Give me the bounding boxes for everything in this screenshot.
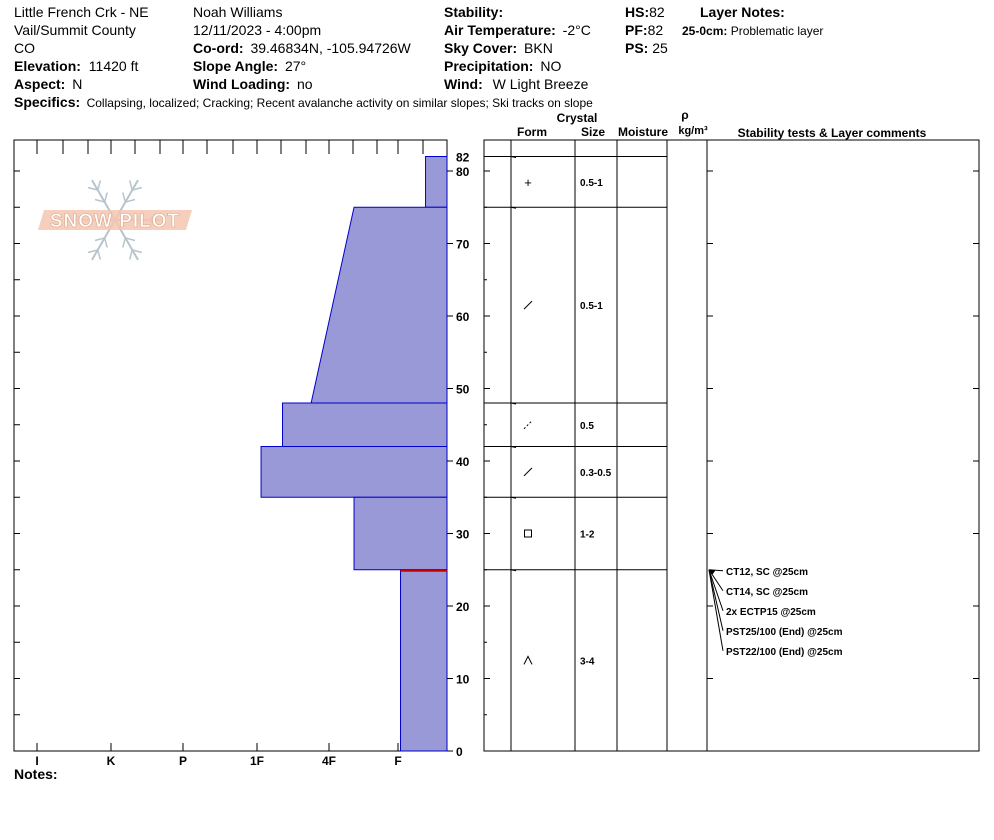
grain-size-label: 0.3-0.5 <box>580 467 612 479</box>
wind-value: W Light Breeze <box>492 76 589 92</box>
hardness-bar <box>283 403 447 447</box>
grain-size-label: 0.5 <box>580 420 594 432</box>
sky-label: Sky Cover: <box>444 40 518 56</box>
size-header: Size <box>580 125 606 139</box>
crystal-header: Crystal <box>556 111 598 125</box>
stability-test-label: 2x ECTP15 @25cm <box>726 606 816 618</box>
snowpilot-watermark <box>38 180 192 260</box>
grain-form-decomposing <box>524 301 532 309</box>
hardness-bar <box>426 157 447 208</box>
stability-test-label: CT12, SC @25cm <box>726 566 809 578</box>
snowflake-branch <box>105 238 108 248</box>
hardness-bar <box>261 447 447 498</box>
depth-tick-label: 30 <box>456 527 470 542</box>
grain-form-decomposing <box>524 421 532 429</box>
watermark-text: SNOW PILOT <box>49 211 181 232</box>
depth-tick-label: 60 <box>456 310 470 324</box>
grain-size-label: 3-4 <box>580 656 595 668</box>
stability-test-label: PST22/100 (End) @25cm <box>726 646 843 658</box>
notes-label: Notes: <box>14 766 58 782</box>
location-name: Little French Crk - NE <box>14 4 149 20</box>
observation-datetime: 12/11/2023 - 4:00pm <box>193 22 322 38</box>
hardness-category-label: P <box>178 754 188 768</box>
elevation-value: 11420 ft <box>88 58 139 74</box>
stability-test-label: CT14, SC @25cm <box>726 586 809 598</box>
layer-table-frame <box>484 140 979 751</box>
hs-value: 82 <box>649 4 665 20</box>
depth-tick-label: 40 <box>456 455 470 469</box>
density-symbol-header: ρ <box>681 108 689 122</box>
hardness-category-label: F <box>394 754 402 768</box>
snowflake-branch <box>105 192 108 202</box>
hs-label: HS: <box>625 4 650 20</box>
snowflake-branch <box>98 250 101 260</box>
precip-label: Precipitation: <box>444 58 534 74</box>
depth-tick-label: 50 <box>456 382 470 397</box>
snowflake-branch <box>123 192 126 202</box>
depth-tick-label: 0 <box>456 745 463 759</box>
stability-tests <box>709 567 843 658</box>
hardness-category-label: 4F <box>321 754 337 768</box>
coord-value: 39.46834N, -105.94726W <box>250 40 411 56</box>
grain-form-depth-hoar <box>524 656 532 664</box>
pf-label: PF: <box>625 22 648 38</box>
air-temp-value: -2°C <box>562 22 591 38</box>
specifics-label: Specifics: <box>14 94 81 110</box>
slope-label: Slope Angle: <box>193 58 279 74</box>
depth-tick-label: 10 <box>456 672 470 687</box>
stability-label: Stability: <box>444 4 504 20</box>
snowflake-branch <box>130 180 133 190</box>
stability-test-leader <box>709 570 723 631</box>
comments-header: Stability tests & Layer comments <box>737 126 927 140</box>
stability-test-leader <box>709 570 723 611</box>
hs-tick-label: 82 <box>456 150 470 165</box>
grain-size-label: 0.5-1 <box>580 177 603 189</box>
wind-loading-value: no <box>296 76 313 92</box>
depth-tick-label: 70 <box>456 237 470 252</box>
hardness-bar <box>354 497 447 570</box>
grain-size-label: 1-2 <box>580 529 595 541</box>
slope-value: 27° <box>284 58 307 74</box>
grain-form-faceted <box>525 530 532 537</box>
ps-value: 25 <box>652 40 668 56</box>
specifics-value: Collapsing, localized; Cracking; Recent avalanche activity on similar slopes; Ski tracks on slope <box>86 96 593 110</box>
stability-test-leader <box>709 570 723 651</box>
form-header: Form <box>517 125 547 139</box>
sky-value: BKN <box>524 40 553 56</box>
grain-form-decomposing <box>524 468 532 476</box>
observer-name: Noah Williams <box>193 4 283 20</box>
hardness-category-label: 1F <box>249 754 265 768</box>
stability-test-label: PST25/100 (End) @25cm <box>726 626 843 638</box>
density-unit-header: kg/m³ <box>678 125 708 137</box>
grain-form-precip: + <box>524 174 532 190</box>
layer-note-text: Problematic layer <box>730 24 824 38</box>
aspect-label: Aspect: <box>14 76 66 92</box>
hardness-category-label: K <box>106 754 116 768</box>
hardness-bar <box>401 570 447 751</box>
ps-label: PS: <box>625 40 649 56</box>
aspect-value: N <box>72 76 83 92</box>
hardness-profile-panel <box>14 140 470 768</box>
depth-tick-label: 20 <box>456 600 470 614</box>
hardness-category-label: I <box>35 754 39 768</box>
region-name: Vail/Summit County <box>14 22 136 38</box>
elevation-label: Elevation: <box>14 58 81 74</box>
state-name: CO <box>14 40 35 56</box>
wind-loading-label: Wind Loading: <box>193 76 291 92</box>
coord-label: Co-ord: <box>193 40 244 56</box>
snowflake-branch <box>123 238 126 248</box>
wind-label: Wind: <box>444 76 483 92</box>
hardness-bar <box>311 207 447 403</box>
layer-table-panel <box>484 108 979 751</box>
pf-value: 82 <box>647 22 664 38</box>
snowflake-branch <box>98 180 101 190</box>
snowflake-branch <box>130 250 133 260</box>
layer-notes-title: Layer Notes: <box>700 4 785 20</box>
moisture-header: Moisture <box>617 125 669 139</box>
layer-note-range: 25-0cm: <box>682 24 728 38</box>
air-temp-label: Air Temperature: <box>444 22 556 38</box>
precip-value: NO <box>540 58 562 74</box>
depth-tick-label: 80 <box>456 165 470 179</box>
grain-size-label: 0.5-1 <box>580 301 603 313</box>
